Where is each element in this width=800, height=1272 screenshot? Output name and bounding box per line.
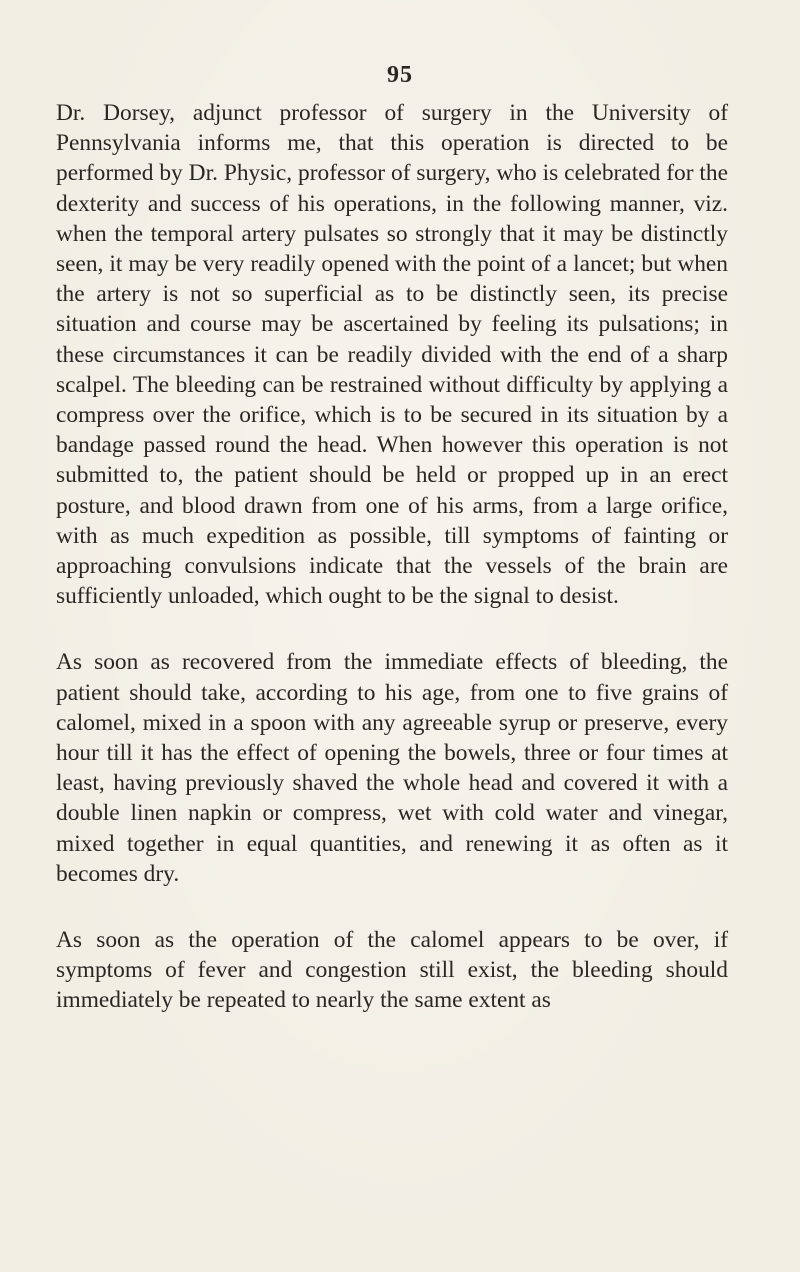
page-number: 95 — [387, 62, 413, 88]
paragraph-2: As soon as recovered from the immediate effects of bleeding, the patient should take, according to his age, from one to five grains of calomel, mixed in a spoon with any agreeable syrup or preserve, every hour till it has the effect of opening the bowels, three or four times at least, having previously shaved the whole head and covered it with a double linen napkin or compress, wet with cold water and vinegar, mixed together in equal quantities, and renewing it as often as it becomes dry. — [56, 649, 728, 887]
paragraph-3: As soon as the operation of the calomel appears to be over, if symptoms of fever and congestion still exist, the bleeding should immediately be repeated to nearly the same extent as — [56, 927, 728, 1014]
body-text — [56, 98, 728, 1016]
paragraph-1: Dr. Dorsey, adjunct professor of surgery in the University of Pennsylvania informs me, that this operation is directed to be performed by Dr. Physic, professor of surgery, who is celebrated for the dexterity and success of his operations, in the following manner, viz. when the temporal artery pulsates so strongly that it may be distinctly seen, it may be very readily opened with the point of a lancet; but when the artery is not so superficial as to be distinctly seen, its precise situation and course may be ascertained by feeling its pulsations; in these circumstances it can be readily divided with the end of a sharp scalpel. The bleeding can be restrained without difficulty by applying a compress over the orifice, which is to be secured in its situation by a bandage passed round the head. When however this operation is not submitted to, the patient should be held or propped up in an erect posture, and blood drawn from one of his arms, from a large orifice, with as much expedition as possible, till symptoms of fainting or approaching convulsions indicate that the vessels of the brain are sufficiently unloaded, which ought to be the signal to desist. — [56, 100, 728, 610]
